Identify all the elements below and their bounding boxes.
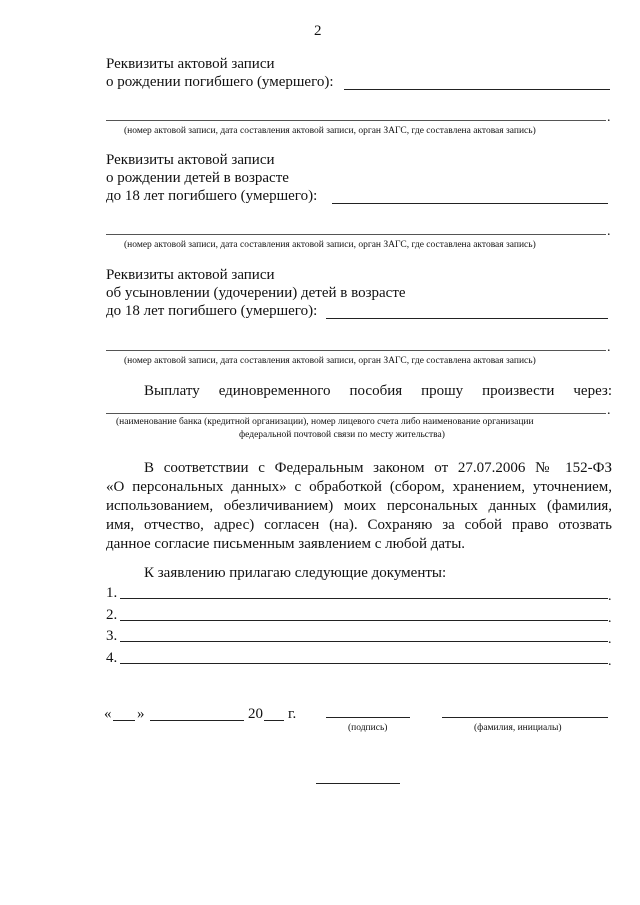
date-open-quote: « (104, 706, 112, 722)
signature-field[interactable] (326, 717, 410, 718)
consent-line-5: данное согласие письменным заявлением с любой даты. (106, 536, 466, 552)
attachment-field-1[interactable] (120, 598, 608, 599)
consent-line-4: имя, отчество, адрес) согласен (на). Сохраняю за собой право отозвать (106, 517, 612, 533)
attachment-dot-2: . (608, 611, 612, 626)
date-year-field[interactable] (264, 720, 284, 721)
children-record-dot: . (607, 224, 611, 239)
page-number: 2 (314, 23, 322, 39)
attachment-dot-4: . (608, 654, 612, 669)
payment-hint-1: (наименование банка (кредитной организации), номер лицевого счета либо наименование организации (116, 417, 534, 427)
children-record-field-2[interactable] (106, 234, 606, 235)
attachment-number-1: 1. (106, 585, 118, 601)
section-birth-label-2: о рождении погибшего (умершего): (106, 74, 334, 90)
children-record-field[interactable] (332, 203, 608, 204)
adoption-record-hint: (номер актовой записи, дата составления актовой записи, орган ЗАГС, где составлена актовая запись) (124, 356, 536, 366)
section-children-label-3: до 18 лет погибшего (умершего): (106, 188, 318, 204)
payment-dot: . (607, 403, 611, 418)
date-month-field[interactable] (150, 720, 244, 721)
section-children-label-2: о рождении детей в возрасте (106, 170, 289, 186)
signature-hint: (подпись) (348, 723, 388, 733)
adoption-record-field[interactable] (326, 318, 608, 319)
consent-line-1: В соответствии с Федеральным законом от 27.07.2006 № 152-ФЗ (144, 460, 612, 476)
birth-record-hint: (номер актовой записи, дата составления актовой записи, орган ЗАГС, где составлена актовая запись) (124, 126, 536, 136)
attachment-number-3: 3. (106, 628, 118, 644)
adoption-record-field-2[interactable] (106, 350, 606, 351)
attachment-field-4[interactable] (120, 663, 608, 664)
attachment-number-4: 4. (106, 650, 118, 666)
birth-record-field-2[interactable] (106, 120, 606, 121)
section-birth-label-1: Реквизиты актовой записи (106, 56, 275, 72)
attachment-dot-3: . (608, 632, 612, 647)
section-adoption-label-1: Реквизиты актовой записи (106, 267, 275, 283)
date-close-quote: » (137, 706, 145, 722)
date-year-suffix: г. (288, 706, 297, 722)
attachment-field-2[interactable] (120, 620, 608, 621)
date-year-prefix: 20 (248, 706, 263, 722)
section-adoption-label-2: об усыновлении (удочерении) детей в возрасте (106, 285, 406, 301)
full-name-hint: (фамилия, инициалы) (474, 723, 562, 733)
birth-record-dot: . (607, 110, 611, 125)
section-children-label-1: Реквизиты актовой записи (106, 152, 275, 168)
payment-hint-2: федеральной почтовой связи по месту жительства) (239, 430, 445, 440)
closing-separator (316, 783, 400, 784)
full-name-field[interactable] (442, 717, 608, 718)
attachment-number-2: 2. (106, 607, 118, 623)
attachment-field-3[interactable] (120, 641, 608, 642)
attachments-heading: К заявлению прилагаю следующие документы: (144, 565, 447, 581)
children-record-hint: (номер актовой записи, дата составления актовой записи, орган ЗАГС, где составлена актовая запись) (124, 240, 536, 250)
date-day-field[interactable] (113, 720, 135, 721)
consent-paragraph (106, 459, 612, 554)
adoption-record-dot: . (607, 340, 611, 355)
section-adoption-label-3: до 18 лет погибшего (умершего): (106, 303, 318, 319)
payment-field[interactable] (106, 413, 606, 414)
payment-text: Выплату единовременного пособия прошу произвести через: (144, 383, 612, 399)
attachment-dot-1: . (608, 589, 612, 604)
consent-line-2: «О персональных данных» с обработкой (сбором, хранением, уточнением, (106, 479, 612, 495)
birth-record-field[interactable] (344, 89, 610, 90)
consent-line-3: использованием, обезличиванием) моих персональных данных (фамилия, (106, 498, 612, 514)
